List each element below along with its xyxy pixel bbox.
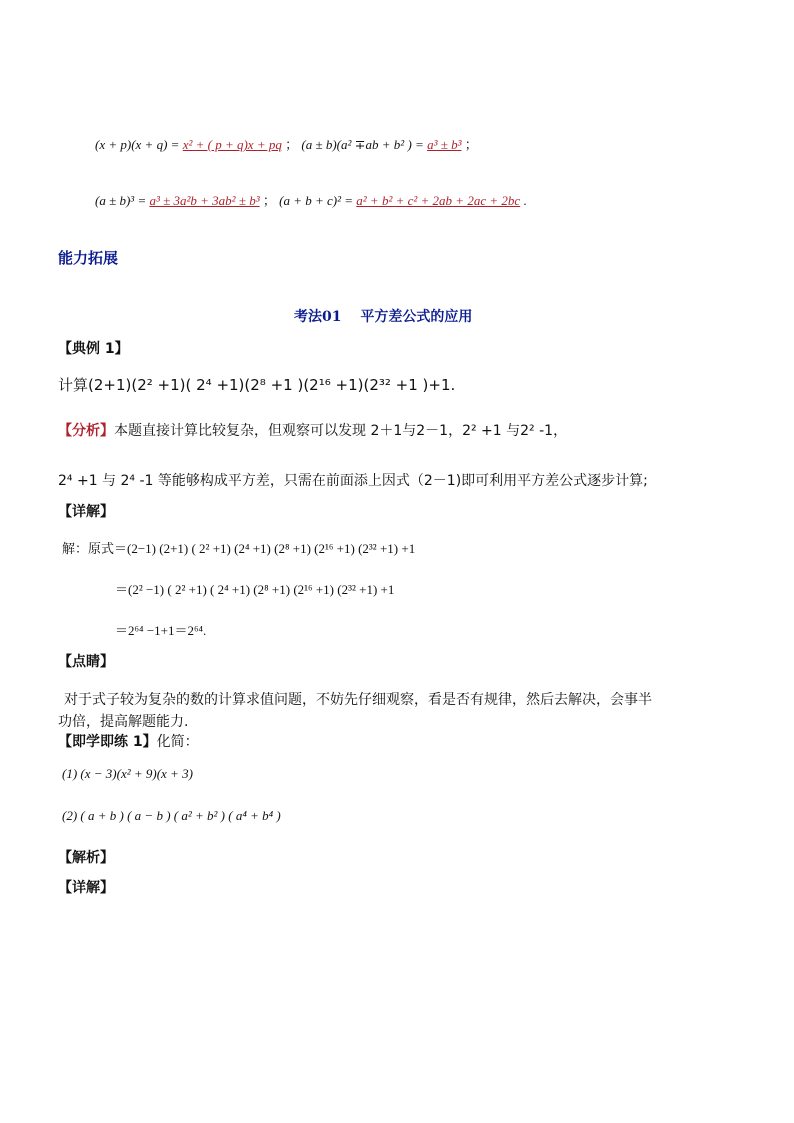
practice-question-1: (1) (x − 3)(x² + 9)(x + 3)	[62, 766, 193, 781]
solution-line-1: 解：原式＝(2−1) (2+1) ( 2² +1) (2⁴ +1) (2⁸ +1) (2¹⁶ +1) (2³² +1) +1	[62, 541, 416, 556]
formula-rhs: x² + ( p + q)x + pq	[182, 137, 282, 152]
method-title: 考法01 平方差公式的应用	[294, 309, 473, 325]
formula-lhs: (a ± b)³ =	[95, 193, 147, 208]
solution-line-3: ＝2⁶⁴ −1+1＝2⁶⁴.	[115, 623, 207, 638]
analysis-label: 【分析】	[58, 423, 114, 439]
practice-detail-label: 【详解】	[58, 880, 114, 896]
formula-lhs: (a ± b)(a² ∓ab + b² ) =	[301, 137, 424, 152]
section-heading: 能力拓展	[58, 249, 119, 267]
comment-line-1: 对于式子较为复杂的数的计算求值问题，不妨先仔细观察，看是否有规律，然后去解决，会事半	[64, 692, 652, 708]
separator: ；	[464, 137, 478, 152]
separator: .	[523, 193, 527, 208]
formula-rhs: a³ ± 3a²b + 3ab² ± b³	[149, 193, 260, 208]
formula-rhs: a² + b² + c² + 2ab + 2ac + 2bc	[356, 193, 521, 208]
practice-header	[58, 731, 199, 751]
analysis-text: 本题直接计算比较复杂，但观察可以发现 2＋1与2－1，2² +1 与2² -1，	[114, 423, 568, 439]
separator: ；	[262, 193, 276, 208]
practice-label: 【即学即练 1】	[58, 734, 157, 750]
practice-analysis-label: 【解析】	[58, 850, 114, 866]
formula-lhs: (x + p)(x + q) =	[95, 137, 180, 152]
formula-rhs: a³ ± b³	[427, 137, 462, 152]
comment-label: 【点睛】	[58, 654, 114, 670]
analysis-line-2: 2⁴ +1 与 2⁴ -1 等能够构成平方差，只需在前面添上因式（2－1)即可利用平方差公式逐步计算;	[58, 473, 648, 489]
example-label: 【典例 1】	[58, 341, 129, 357]
practice-instruction: 化简：	[156, 734, 199, 750]
analysis-line-1	[58, 420, 567, 440]
practice-question-2: (2) ( a + b ) ( a − b ) ( a² + b² ) ( a⁴ + b⁴ )	[62, 808, 281, 823]
formula-line-2	[95, 190, 527, 209]
separator: ；	[285, 137, 299, 152]
detail-label: 【详解】	[58, 504, 114, 520]
formula-lhs: (a + b + c)² =	[279, 193, 354, 208]
formula-line-1	[95, 134, 478, 153]
comment-line-2: 功倍，提高解题能力.	[58, 714, 189, 730]
example-problem: 计算(2+1)(2² +1)( 2⁴ +1)(2⁸ +1 )(2¹⁶ +1)(2³² +1 )+1.	[58, 376, 456, 394]
solution-line-2: ＝(2² −1) ( 2² +1) ( 2⁴ +1) (2⁸ +1) (2¹⁶ +1) (2³² +1) +1	[115, 582, 395, 597]
